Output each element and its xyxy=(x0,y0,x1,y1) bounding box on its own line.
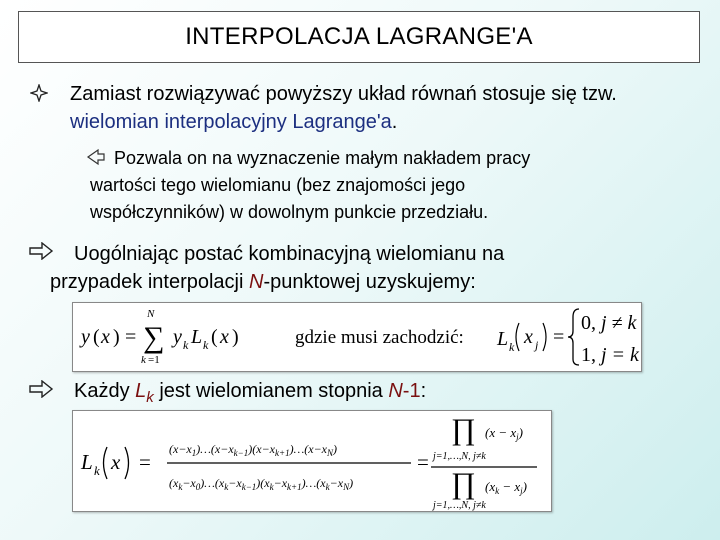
svg-text:k: k xyxy=(183,338,189,352)
formula-lagrange-sum xyxy=(72,302,642,372)
bullet-2-line-2-end: -punktowej uzyskujemy: xyxy=(263,271,476,293)
bullet-3-var-k: k xyxy=(146,389,154,406)
svg-text:∏: ∏ xyxy=(451,467,476,500)
formula-case-2-value: 1, xyxy=(581,344,596,366)
bullet-3-var-N: N xyxy=(388,380,403,402)
bullet-1-end: . xyxy=(391,111,398,133)
bullet-1-highlight: wielomian interpolacyjny Lagrange'a xyxy=(70,111,392,133)
svg-text:j=1,…,N, j≠k: j=1,…,N, j≠k xyxy=(433,451,486,462)
bullet-3 xyxy=(74,377,674,412)
svg-text:j: j xyxy=(535,338,539,352)
bullet-diamond-icon xyxy=(30,84,48,102)
svg-text:k: k xyxy=(94,463,100,478)
bullet-3-var-L: L xyxy=(135,380,147,402)
slide-title: INTERPOLACJA LAGRANGE'A xyxy=(185,23,533,50)
svg-text:N: N xyxy=(147,308,155,320)
bullet-1-text: Zamiast rozwiązywać powyższy układ równań stosuje się tzw. xyxy=(70,83,617,105)
bullet-2 xyxy=(50,240,690,296)
svg-text:(x−x1)…(x−xk−1)(x−xk+1)…(x−xN): $(x-x_1)\dots(x-x_{k-1})(x-x_{k+1})\dots(x-x_N)$ xyxy=(169,442,338,458)
svg-text:(xk−x0)…(xk−xk−1)(xk−xk+1)…(xk: $(x_k-x_0)\dots(x_k-x_{k-1})(x_k-x_{k+1})\dots(x_k-x_N)$ xyxy=(169,476,354,492)
slide-title-box xyxy=(18,11,700,63)
svg-text:x: x xyxy=(101,326,110,348)
svg-text:x: x xyxy=(524,326,533,348)
svg-text:k: k xyxy=(141,354,146,366)
formula-case-2-condition: j = k xyxy=(601,344,639,366)
sub-bullet-line-2: wartości tego wielomianu (bez znajomości jego xyxy=(90,175,466,195)
formula-case-1-condition: j ≠ k xyxy=(601,312,637,334)
svg-text:=: = xyxy=(125,326,137,348)
svg-text:=1: =1 xyxy=(148,354,160,366)
svg-text:=: = xyxy=(553,326,565,348)
bullet-3-middle: jest wielomianem stopnia xyxy=(153,380,389,402)
bullet-2-line-2-text: przypadek interpolacji xyxy=(50,271,249,293)
sub-bullet-line-1: Pozwala on na wyznaczenie małym nakładem pracy xyxy=(114,148,531,168)
svg-text:∑: ∑ xyxy=(143,321,165,354)
svg-text:=: = xyxy=(417,450,429,474)
bullet-3-num: -1 xyxy=(402,380,421,402)
bullet-2-var-N: N xyxy=(249,271,264,293)
svg-text:y: y xyxy=(173,326,182,348)
formula-case-1-value: 0, xyxy=(581,312,596,334)
svg-text:k: k xyxy=(509,340,515,354)
svg-text:L: L xyxy=(497,328,509,350)
bullet-3-end: : xyxy=(420,380,427,402)
svg-text:(xk − xj): $(x_k - x_j)$ xyxy=(485,479,528,496)
bullet-3-text: Każdy xyxy=(74,380,136,402)
bullet-2-line-1: Uogólniając postać kombinacyjną wielomianu na xyxy=(74,243,505,265)
svg-text:=: = xyxy=(139,450,151,474)
sub-bullet xyxy=(90,145,690,226)
svg-text:): ) xyxy=(232,326,239,348)
sub-bullet-line-3: współczynników) w dowolnym punkcie przedziału. xyxy=(90,202,489,222)
formula-lagrange-basis-svg xyxy=(73,411,551,511)
bullet-1 xyxy=(70,80,700,136)
svg-text:(: ( xyxy=(93,326,100,348)
svg-text:x: x xyxy=(220,326,229,348)
arrow-right-icon xyxy=(28,380,54,398)
bullet-2-line-2 xyxy=(50,268,690,296)
svg-text:y: y xyxy=(81,326,90,348)
svg-text:j=1,…,N, j≠k: j=1,…,N, j≠k xyxy=(433,500,486,511)
svg-text:(: ( xyxy=(211,326,218,348)
svg-text:L: L xyxy=(191,326,203,348)
formula-condition-label: gdzie musi zachodzić: xyxy=(295,327,464,348)
svg-text:k: k xyxy=(203,338,209,352)
svg-text:∏: ∏ xyxy=(451,413,476,446)
svg-text:): ) xyxy=(113,326,120,348)
svg-text:x: x xyxy=(111,450,121,474)
formula-lagrange-sum-svg xyxy=(73,303,641,371)
svg-text:L: L xyxy=(81,450,93,474)
svg-text:(x − xj): $(x - x_j)$ xyxy=(485,425,524,442)
formula-lagrange-basis xyxy=(72,410,552,512)
